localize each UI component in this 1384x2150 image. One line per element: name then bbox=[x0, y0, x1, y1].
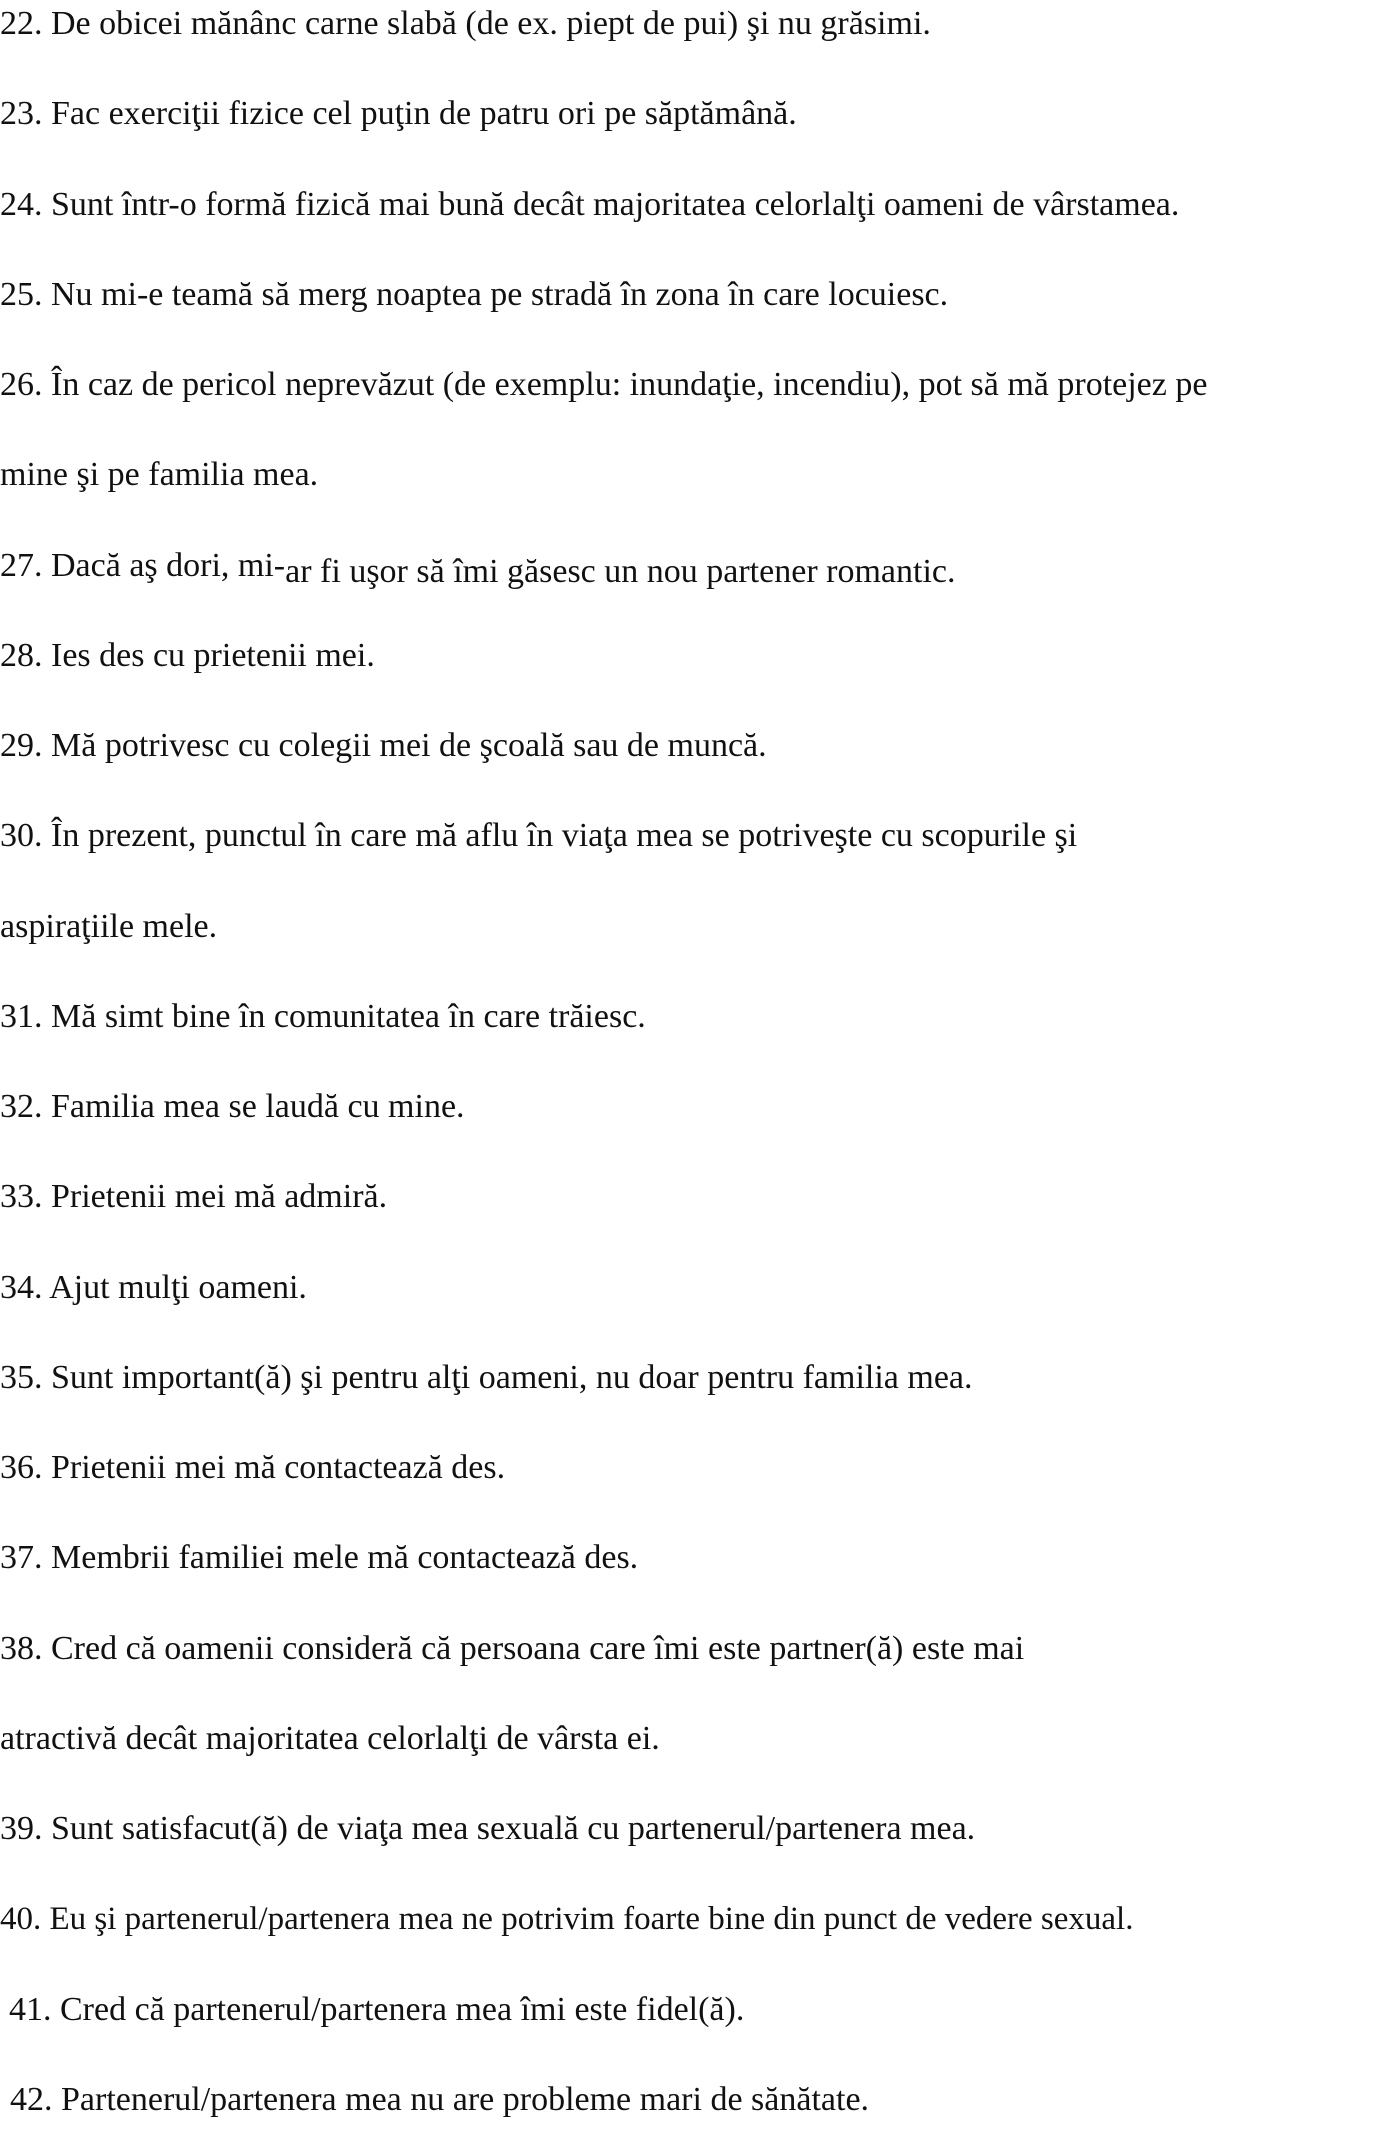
item-23: 23. Fac exerciţii fizice cel puţin de patru ori pe săptămână. bbox=[0, 95, 797, 132]
item-27-part-a: 27. Dacă aş dori, mi- bbox=[0, 547, 286, 584]
item-27 bbox=[0, 546, 956, 590]
item-38: 38. Cred că oamenii consideră că persoana care îmi este partner(ă) este mai bbox=[0, 1630, 1025, 1667]
item-22: 22. De obicei mănânc carne slabă (de ex. piept de pui) şi nu grăsimi. bbox=[0, 5, 931, 42]
item-37: 37. Membrii familiei mele mă contactează des. bbox=[0, 1539, 639, 1576]
item-24: 24. Sunt într-o formă fizică mai bună decât majoritatea celorlalţi oameni de vârstamea. bbox=[0, 186, 1180, 223]
item-33: 33. Prietenii mei mă admiră. bbox=[0, 1178, 388, 1215]
item-38-continuation: atractivă decât majoritatea celorlalţi de vârsta ei. bbox=[0, 1720, 660, 1757]
item-42: 42. Partenerul/partenera mea nu are probleme mari de sănătate. bbox=[10, 2081, 870, 2118]
item-26-continuation: mine şi pe familia mea. bbox=[0, 456, 319, 493]
item-34: 34. Ajut mulţi oameni. bbox=[0, 1269, 307, 1306]
item-30: 30. În prezent, punctul în care mă aflu în viaţa mea se potriveşte cu scopurile şi bbox=[0, 817, 1078, 854]
item-41: 41. Cred că partenerul/partenera mea îmi este fidel(ă). bbox=[9, 1991, 745, 2028]
item-28: 28. Ies des cu prietenii mei. bbox=[0, 637, 375, 674]
item-26: 26. În caz de pericol neprevăzut (de exemplu: inundaţie, incendiu), pot să mă protejez pe bbox=[0, 366, 1208, 403]
item-39: 39. Sunt satisfacut(ă) de viaţa mea sexuală cu partenerul/partenera mea. bbox=[0, 1810, 976, 1847]
item-36: 36. Prietenii mei mă contactează des. bbox=[0, 1449, 506, 1486]
item-31: 31. Mă simt bine în comunitatea în care trăiesc. bbox=[0, 998, 646, 1035]
item-25: 25. Nu mi-e teamă să merg noaptea pe stradă în zona în care locuiesc. bbox=[0, 276, 949, 313]
item-29: 29. Mă potrivesc cu colegii mei de şcoală sau de muncă. bbox=[0, 727, 767, 764]
item-40: 40. Eu şi partenerul/partenera mea ne potrivim foarte bine din punct de vedere sexual. bbox=[0, 1901, 1134, 1937]
item-32: 32. Familia mea se laudă cu mine. bbox=[0, 1088, 465, 1125]
item-35: 35. Sunt important(ă) şi pentru alţi oameni, nu doar pentru familia mea. bbox=[0, 1359, 973, 1396]
item-27-part-b: ar fi uşor să îmi găsesc un nou partener romantic. bbox=[285, 553, 956, 590]
item-30-continuation: aspiraţiile mele. bbox=[0, 908, 218, 945]
